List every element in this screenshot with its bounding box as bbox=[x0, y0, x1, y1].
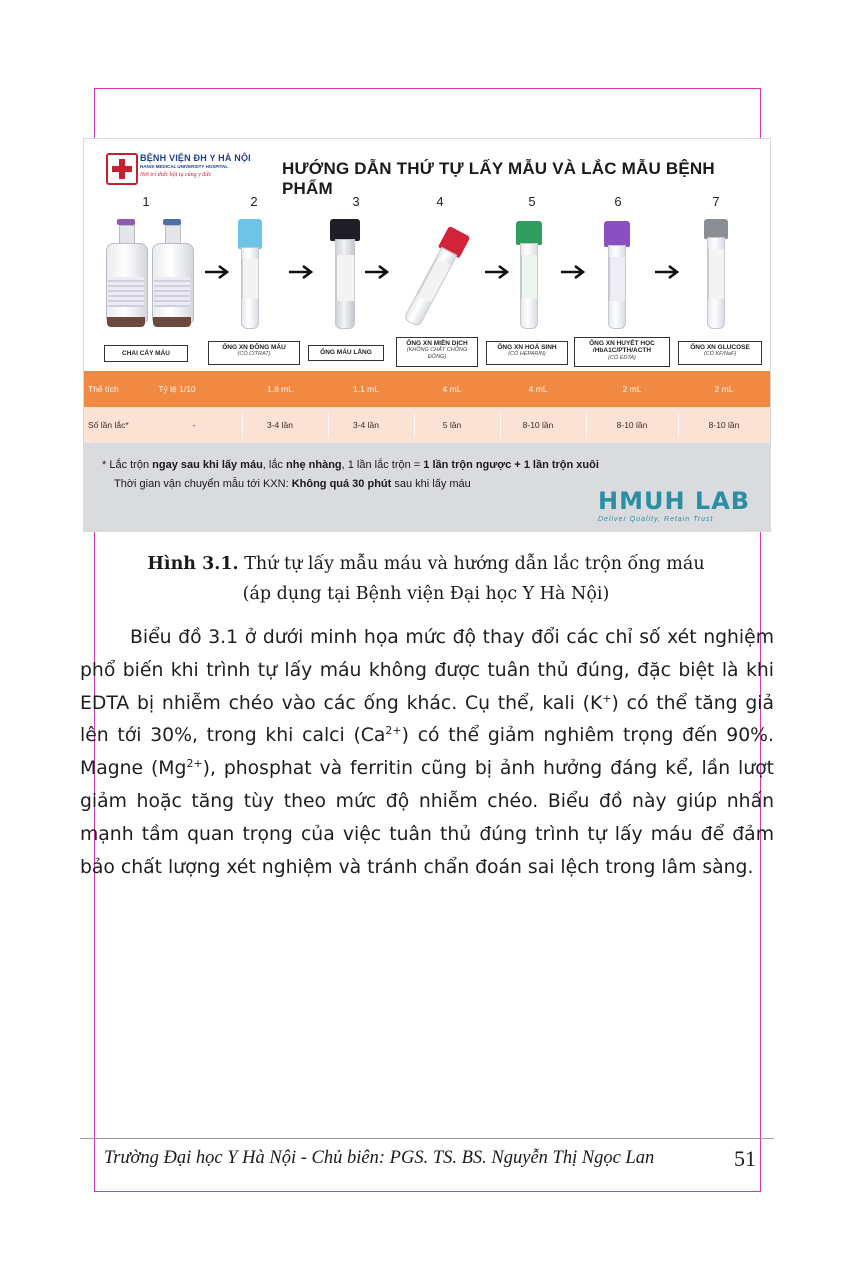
tube-name-label: CHAI CẤY MÁU bbox=[104, 345, 188, 362]
mixing-cell: - bbox=[192, 420, 196, 430]
mixing-cell: 3-4 lần bbox=[353, 420, 379, 430]
mixing-cell: 8-10 lần bbox=[522, 420, 554, 430]
lab-brand-tagline: Deliver Quality, Retain Trust bbox=[598, 516, 714, 523]
blood-culture-bottle bbox=[150, 219, 194, 329]
transport-note: Thời gian vận chuyển mẫu tới KXN: Không quá 30 phút sau khi lấy máu bbox=[114, 478, 471, 490]
mixing-cell: 8-10 lần bbox=[708, 420, 740, 430]
sed-rate-tube bbox=[330, 219, 360, 331]
mixing-row bbox=[84, 407, 770, 443]
hospital-logo bbox=[106, 153, 138, 185]
hospital-name-en: HANOI MEDICAL UNIVERSITY HOSPITAL bbox=[140, 164, 229, 169]
step-number: 6 bbox=[614, 194, 622, 209]
edta-tube bbox=[604, 221, 630, 331]
step-number: 4 bbox=[436, 194, 444, 209]
footer-divider bbox=[80, 1138, 774, 1139]
heparin-tube bbox=[516, 221, 542, 331]
arrow-right-icon bbox=[560, 264, 586, 280]
tube-name-label: ỐNG MÁU LẮNG bbox=[308, 345, 384, 361]
step-number: 3 bbox=[352, 194, 360, 209]
margin-guide-bottom bbox=[94, 1191, 760, 1192]
footer-text: Trường Đại học Y Hà Nội - Chủ biên: PGS. TS. BS. Nguyễn Thị Ngọc Lan bbox=[104, 1148, 655, 1168]
tube-name-label: ỐNG XN MIỄN DỊCH (KHÔNG CHẤT CHỐNG ĐÔNG) bbox=[396, 337, 478, 367]
mixing-row-label: Số lần lắc* bbox=[88, 420, 129, 430]
step-number: 2 bbox=[250, 194, 258, 209]
body-paragraph: Biểu đồ 3.1 ở dưới minh họa mức độ thay đổi các chỉ số xét nghiệm phổ biến khi trình tự lấy máu không được tuân thủ đúng, đặc biệt là khi EDTA bị nhiễm chéo vào các ống khác. Cụ thể, kali (K+) có thể tăng giả lên tới 30%, trong khi calci $(Ca^{2+})$ có thể giảm nghiêm trọng đến 90%. Magne $(Mg^{2+})$, phosphat và ferritin cũng bị ảnh hưởng đáng kể, lần lượt giảm hoặc tăng tùy theo mức độ nhiễm chéo. Biểu đồ này giúp nhấn mạnh tầm quan trọng của việc tuân thủ đúng trình tự lấy máu để đảm bảo chất lượng xét nghiệm và tránh chẩn đoán sai lệch trong lâm sàng. bbox=[80, 627, 774, 878]
step-number: 7 bbox=[712, 194, 720, 209]
volume-cell: 4 mL bbox=[528, 384, 548, 394]
glucose-tube bbox=[704, 219, 728, 331]
page-number: 51 bbox=[734, 1146, 756, 1171]
volume-cell: 4 mL bbox=[442, 384, 462, 394]
figure-notes bbox=[84, 443, 770, 531]
arrow-right-icon bbox=[288, 264, 314, 280]
arrow-right-icon bbox=[654, 264, 680, 280]
tube-name-label: ỐNG XN HUYẾT HỌC /HbA1C/PTH/ACTH (CÓ EDTA) bbox=[574, 337, 670, 367]
step-number: 1 bbox=[142, 194, 150, 209]
figure-caption-line1: Hình 3.1. Thứ tự lấy mẫu máu và hướng dẫn lắc trộn ống máu bbox=[147, 554, 705, 574]
arrow-right-icon bbox=[204, 264, 230, 280]
serum-tube bbox=[391, 222, 478, 338]
tube-name-label: ỐNG XN ĐÔNG MÁU (CÓ CITRAT) bbox=[208, 341, 300, 365]
volume-cell: 2 mL bbox=[714, 384, 734, 394]
mixing-cell: 8-10 lần bbox=[616, 420, 648, 430]
tube-name-label: ỐNG XN HOÁ SINH (CÓ HEPARIN) bbox=[486, 341, 568, 365]
volume-cell: 1.8 mL bbox=[267, 384, 293, 394]
arrow-right-icon bbox=[364, 264, 390, 280]
mixing-cell: 3-4 lần bbox=[267, 420, 293, 430]
tube-name-label: ỐNG XN GLUCOSE (CÓ KF/NaF) bbox=[678, 341, 762, 365]
margin-guide-top bbox=[94, 88, 760, 89]
citrate-tube bbox=[238, 219, 262, 331]
hospital-name: BỆNH VIỆN ĐH Y HÀ NỘI bbox=[140, 153, 251, 163]
volume-cell: Tỷ lệ 1/10 bbox=[158, 384, 196, 394]
figure-title: HƯỚNG DẪN THỨ TỰ LẤY MẪU VÀ LẮC MẪU BỆNH PHẨM bbox=[282, 159, 715, 198]
hospital-slogan: Nơi trí thức hội tụ cùng y đức bbox=[140, 172, 212, 178]
volume-row bbox=[84, 371, 770, 407]
volume-row-label: Thể tích bbox=[88, 384, 119, 394]
step-number: 5 bbox=[528, 194, 536, 209]
blood-culture-bottle bbox=[104, 219, 148, 329]
lab-brand-logo: HMUH LAB bbox=[598, 487, 751, 515]
arrow-right-icon bbox=[484, 264, 510, 280]
figure-header bbox=[84, 139, 770, 198]
figure-caption-label: Hình 3.1. bbox=[147, 554, 239, 574]
mixing-cell: 5 lần bbox=[442, 420, 462, 430]
volume-cell: 2 mL bbox=[622, 384, 642, 394]
blood-draw-order-figure bbox=[83, 138, 771, 532]
mixing-note: * Lắc trộn ngay sau khi lấy máu, lắc nhẹ nhàng, 1 lần lắc trộn = 1 lần trộn ngược + 1 lần trộn xuôi bbox=[102, 459, 599, 471]
volume-cell: 1.1 mL bbox=[353, 384, 379, 394]
figure-caption-line2: (áp dụng tại Bệnh viện Đại học Y Hà Nội) bbox=[242, 584, 610, 604]
